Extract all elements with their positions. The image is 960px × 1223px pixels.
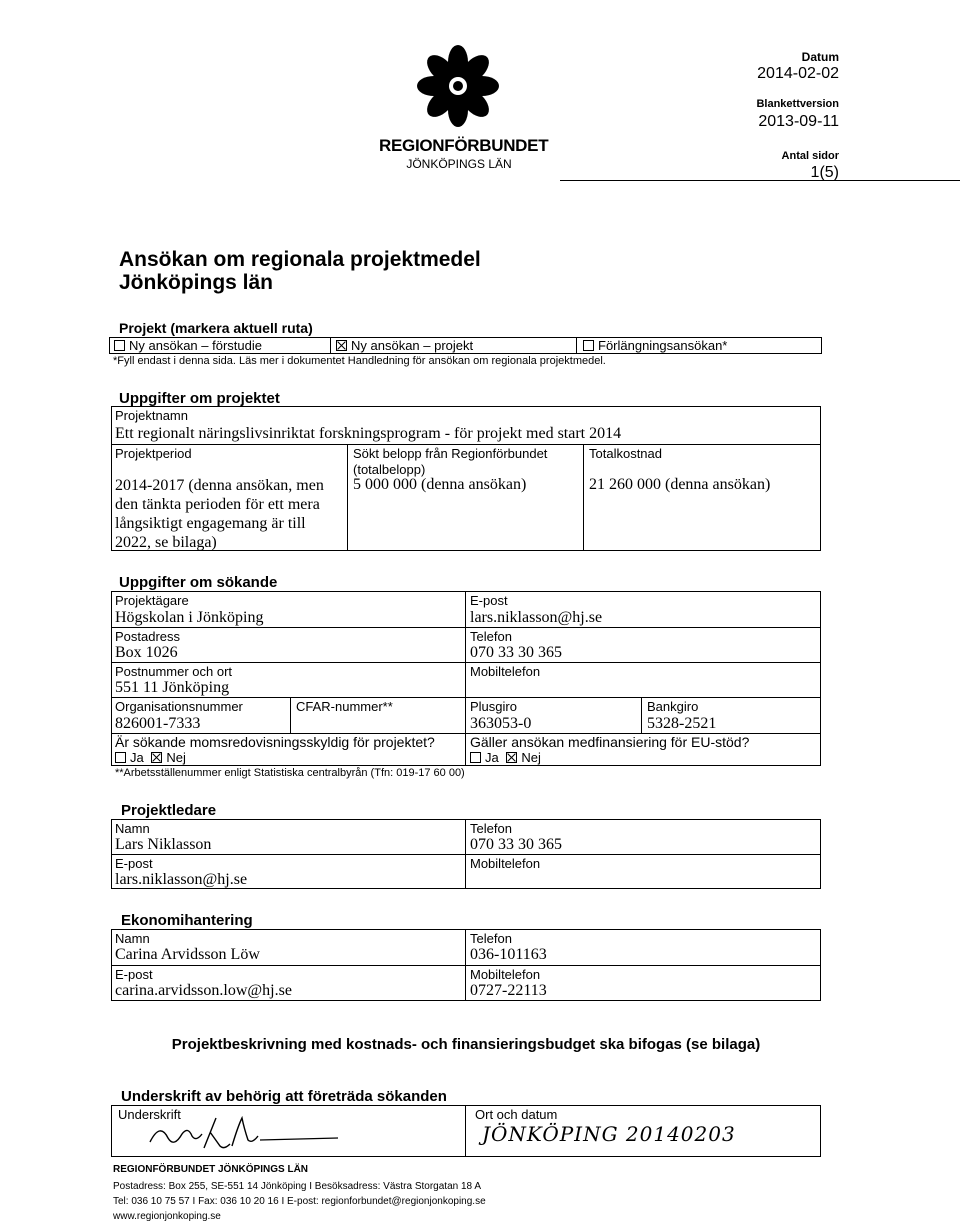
header-rule <box>560 180 960 181</box>
total-label: Totalkostnad <box>589 446 662 461</box>
total-value: 21 260 000 (denna ansökan) <box>589 476 771 493</box>
postnr-label: Postnummer och ort <box>115 664 233 679</box>
checkbox-projekt[interactable] <box>336 340 347 351</box>
org-name: REGIONFÖRBUNDET <box>379 136 549 155</box>
belopp-value: 5 000 000 (denna ansökan) <box>353 476 527 493</box>
option-forstudie-label: Ny ansökan – förstudie <box>129 338 262 353</box>
pages-value: 1(5) <box>810 164 839 181</box>
ek-epost-value: carina.arvidsson.low@hj.se <box>115 982 292 999</box>
footer-line2: Tel: 036 10 75 57 I Fax: 036 10 20 16 I E-post: regionforbundet@regionjonkoping.se <box>113 1196 486 1207</box>
moms-nej-checkbox[interactable] <box>151 752 162 763</box>
moms-ja-checkbox[interactable] <box>115 752 126 763</box>
date-label: Datum <box>801 50 839 64</box>
version-label: Blankettversion <box>756 98 839 110</box>
org-sub: JÖNKÖPINGS LÄN <box>406 157 512 171</box>
eu-ja-label: Ja <box>485 750 499 765</box>
projektnamn-value: Ett regionalt näringslivsinriktat forskningsprogram - för projekt med start 2014 <box>115 425 622 442</box>
pl-telefon-value: 070 33 30 365 <box>470 836 562 853</box>
ek-telefon-label: Telefon <box>470 931 512 946</box>
projektagare-label: Projektägare <box>115 593 189 608</box>
belopp-label: Sökt belopp från Regionförbundet (totalbelopp) <box>353 446 548 477</box>
ort-datum-label: Ort och datum <box>475 1107 558 1122</box>
option-forlangning-label: Förlängningsansökan* <box>598 338 728 353</box>
eu-ja-checkbox[interactable] <box>470 752 481 763</box>
bankgiro-label: Bankgiro <box>647 699 699 714</box>
sokande-footnote: **Arbetsställenummer enligt Statistiska centralbyrån (Tfn: 019-17 60 00) <box>115 767 465 779</box>
title-line2: Jönköpings län <box>119 271 274 294</box>
title-line1: Ansökan om regionala projektmedel <box>119 248 481 271</box>
ek-epost-label: E-post <box>115 967 153 982</box>
moms-ja-label: Ja <box>130 750 144 765</box>
checkbox-forstudie[interactable] <box>114 340 125 351</box>
ekonomi-heading: Ekonomihantering <box>121 912 253 929</box>
period-value: 2014-2017 (denna ansökan, men den tänkta perioden för ett mera långsiktigt engagemang är till 2022, se bilaga) <box>115 477 324 551</box>
period-label: Projektperiod <box>115 446 192 461</box>
option-forstudie[interactable] <box>114 338 262 353</box>
cfar-label: CFAR-nummer** <box>296 699 393 714</box>
uppgifter-projekt-heading: Uppgifter om projektet <box>119 390 280 407</box>
projektnamn-label: Projektnamn <box>115 408 188 423</box>
signature <box>140 1112 340 1154</box>
logo <box>414 42 502 130</box>
sokande-telefon-value: 070 33 30 365 <box>470 644 562 661</box>
ort-datum-value: JÖNKÖPING 20140203 <box>482 1122 736 1146</box>
pl-epost-value: lars.niklasson@hj.se <box>115 871 248 888</box>
projektledare-heading: Projektledare <box>121 802 217 819</box>
footer-line3: www.regionjonkoping.se <box>113 1211 221 1222</box>
ek-mobil-value: 0727-22113 <box>470 982 547 999</box>
footer-line1: Postadress: Box 255, SE-551 14 Jönköping I Besöksadress: Västra Storgatan 18 A <box>113 1181 481 1192</box>
option-projekt-label: Ny ansökan – projekt <box>351 338 474 353</box>
page-title <box>119 248 481 294</box>
ek-namn-label: Namn <box>115 931 150 946</box>
plusgiro-label: Plusgiro <box>470 699 517 714</box>
sokande-heading: Uppgifter om sökande <box>119 574 278 591</box>
projektagare-value: Högskolan i Jönköping <box>115 609 264 626</box>
projekt-heading: Projekt (markera aktuell ruta) <box>119 320 313 336</box>
eu-question: Gäller ansökan medfinansiering för EU-stöd? <box>470 734 750 750</box>
underskrift-label: Underskrift <box>118 1107 181 1122</box>
orgnr-value: 826001-7333 <box>115 715 201 732</box>
postadress-label: Postadress <box>115 629 181 644</box>
moms-question: Är sökande momsredovisningsskyldig för projektet? <box>115 734 435 750</box>
moms-nej-label: Nej <box>166 750 186 765</box>
checkbox-forlangning[interactable] <box>583 340 594 351</box>
pl-telefon-label: Telefon <box>470 821 512 836</box>
ek-mobil-label: Mobiltelefon <box>470 967 541 982</box>
orgnr-label: Organisationsnummer <box>115 699 243 714</box>
option-projekt[interactable] <box>336 338 473 353</box>
pages-label: Antal sidor <box>781 150 839 162</box>
eu-answer <box>470 750 541 765</box>
postadress-value: Box 1026 <box>115 644 178 661</box>
footer-org: REGIONFÖRBUNDET JÖNKÖPINGS LÄN <box>113 1164 309 1175</box>
projekt-note: *Fyll endast i denna sida. Läs mer i dokumentet Handledning för ansökan om regionala projektmedel. <box>113 355 606 367</box>
bilaga-notice: Projektbeskrivning med kostnads- och finansieringsbudget ska bifogas (se bilaga) <box>171 1036 761 1053</box>
pl-namn-label: Namn <box>115 821 150 836</box>
version-value: 2013-09-11 <box>758 113 839 130</box>
sokande-mobil-label: Mobiltelefon <box>470 664 541 679</box>
pl-mobil-label: Mobiltelefon <box>470 856 541 871</box>
sokande-epost-label: E-post <box>470 593 508 608</box>
underskrift-heading: Underskrift av behörig att företräda sökanden <box>121 1088 447 1105</box>
date-value: 2014-02-02 <box>757 65 839 82</box>
moms-answer <box>115 750 186 765</box>
postnr-value: 551 11 Jönköping <box>115 679 230 696</box>
ek-telefon-value: 036-101163 <box>470 946 547 963</box>
bankgiro-value: 5328-2521 <box>647 715 717 732</box>
ek-namn-value: Carina Arvidsson Löw <box>115 946 260 963</box>
sokande-telefon-label: Telefon <box>470 629 512 644</box>
flower-logo-icon <box>414 42 502 130</box>
pl-epost-label: E-post <box>115 856 153 871</box>
pl-namn-value: Lars Niklasson <box>115 836 212 853</box>
eu-nej-checkbox[interactable] <box>506 752 517 763</box>
plusgiro-value: 363053-0 <box>470 715 532 732</box>
sokande-epost-value: lars.niklasson@hj.se <box>470 609 603 626</box>
signature-scribble-icon <box>140 1112 340 1154</box>
eu-nej-label: Nej <box>521 750 541 765</box>
option-forlangning[interactable] <box>583 338 727 353</box>
